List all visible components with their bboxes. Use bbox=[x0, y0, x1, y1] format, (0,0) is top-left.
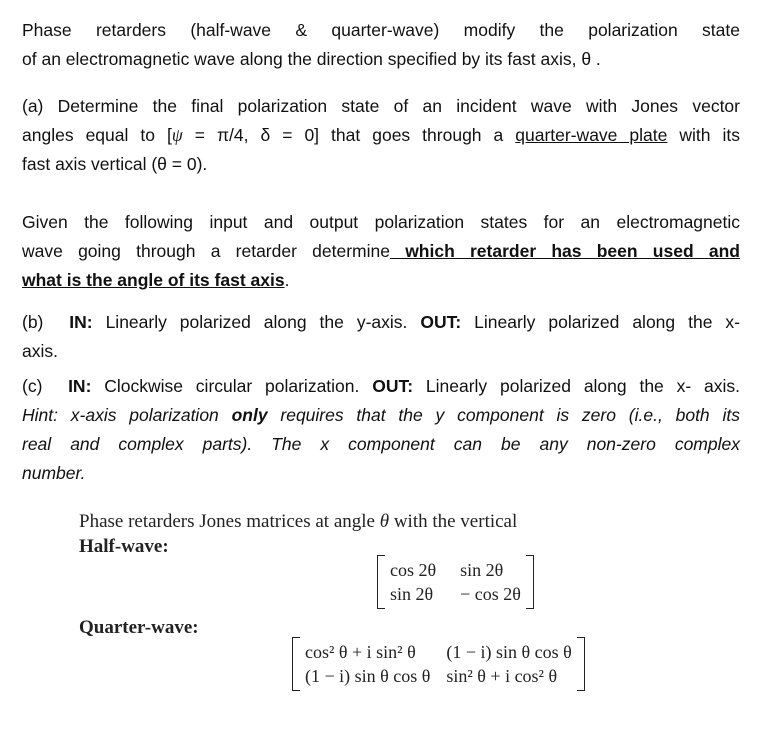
intro-line-2: of an electromagnetic wave along the direction specified by its fast axis, θ . bbox=[22, 49, 601, 69]
caption-theta: θ bbox=[379, 511, 390, 532]
given-line-2 bbox=[22, 237, 740, 266]
given-line-3 bbox=[22, 266, 740, 295]
psi-symbol: ψ bbox=[171, 125, 183, 145]
part-a-line-2 bbox=[22, 121, 740, 150]
given-text-pre: wave going through a retarder determine bbox=[22, 241, 390, 261]
right-bracket bbox=[526, 555, 534, 609]
part-a-line-3: fast axis vertical (θ = 0). bbox=[22, 154, 208, 174]
part-c-line-1 bbox=[22, 372, 740, 401]
left-bracket bbox=[377, 555, 385, 609]
part-a-text-mid: = π/4, δ = 0] that goes through a bbox=[182, 125, 516, 145]
given-period: . bbox=[284, 270, 290, 290]
part-c-label: (c) bbox=[22, 376, 43, 396]
hint-line-1 bbox=[22, 401, 740, 430]
quarter-wave-matrix bbox=[292, 637, 585, 691]
hint-text-pre: Hint: x-axis polarization bbox=[22, 405, 232, 425]
given-bold-1: which retarder has been used and bbox=[389, 241, 740, 261]
right-bracket bbox=[577, 637, 585, 691]
quarter-m11: cos² θ + i sin² θ bbox=[305, 642, 416, 662]
hint-bold-only: only bbox=[231, 405, 268, 425]
part-b-in-text: Linearly polarized along the y-axis. bbox=[105, 312, 408, 332]
part-b-in-label: IN: bbox=[69, 312, 93, 332]
half-m22: − cos 2θ bbox=[460, 584, 521, 604]
matrices-caption bbox=[79, 511, 517, 533]
part-c-in-label: IN: bbox=[68, 376, 92, 396]
part-c-out-label: OUT: bbox=[372, 376, 414, 396]
part-c-in-text: Clockwise circular polarization. bbox=[104, 376, 360, 396]
left-bracket bbox=[292, 637, 300, 691]
quarter-wave-label: Quarter-wave: bbox=[79, 617, 199, 638]
hint-line-2: real and complex parts). The x component can be any non-zero complex bbox=[22, 434, 740, 454]
quarter-m21: (1 − i) sin θ cos θ bbox=[305, 666, 431, 686]
quarter-m12: (1 − i) sin θ cos θ bbox=[446, 642, 572, 662]
part-a-text-post: with its bbox=[667, 125, 740, 145]
half-m12: sin 2θ bbox=[460, 560, 504, 580]
half-wave-label: Half-wave: bbox=[79, 536, 169, 557]
intro-line-1: Phase retarders (half-wave & quarter-wave) modify the polarization state bbox=[22, 20, 740, 40]
hint-text-post: requires that the y component is zero (i.e., both its bbox=[267, 405, 740, 425]
part-b-label: (b) bbox=[22, 312, 44, 332]
given-bold-2: what is the angle of its fast axis bbox=[22, 270, 285, 290]
hint-line-3: number. bbox=[22, 463, 86, 483]
part-c-out-text: Linearly polarized along the x- axis. bbox=[425, 376, 740, 396]
given-line-1: Given the following input and output polarization states for an electromagnetic bbox=[22, 212, 740, 232]
part-a-text-pre: angles equal to [ bbox=[22, 125, 172, 145]
half-m11: cos 2θ bbox=[390, 560, 437, 580]
part-b-out-label: OUT: bbox=[420, 312, 462, 332]
quarter-m22: sin² θ + i cos² θ bbox=[446, 666, 558, 686]
part-b-out-text: Linearly polarized along the x- bbox=[474, 312, 740, 332]
half-m21: sin 2θ bbox=[390, 584, 434, 604]
part-a-line-1: (a) Determine the final polarization state of an incident wave with Jones vector bbox=[22, 96, 740, 116]
caption-text-post: with the vertical bbox=[389, 511, 518, 532]
part-b-line-2: axis. bbox=[22, 341, 58, 361]
caption-text-pre: Phase retarders Jones matrices at angle bbox=[79, 511, 380, 532]
quarter-wave-plate-text: quarter-wave plate bbox=[515, 125, 668, 145]
part-b-line-1 bbox=[22, 308, 740, 337]
half-wave-matrix bbox=[377, 555, 534, 609]
